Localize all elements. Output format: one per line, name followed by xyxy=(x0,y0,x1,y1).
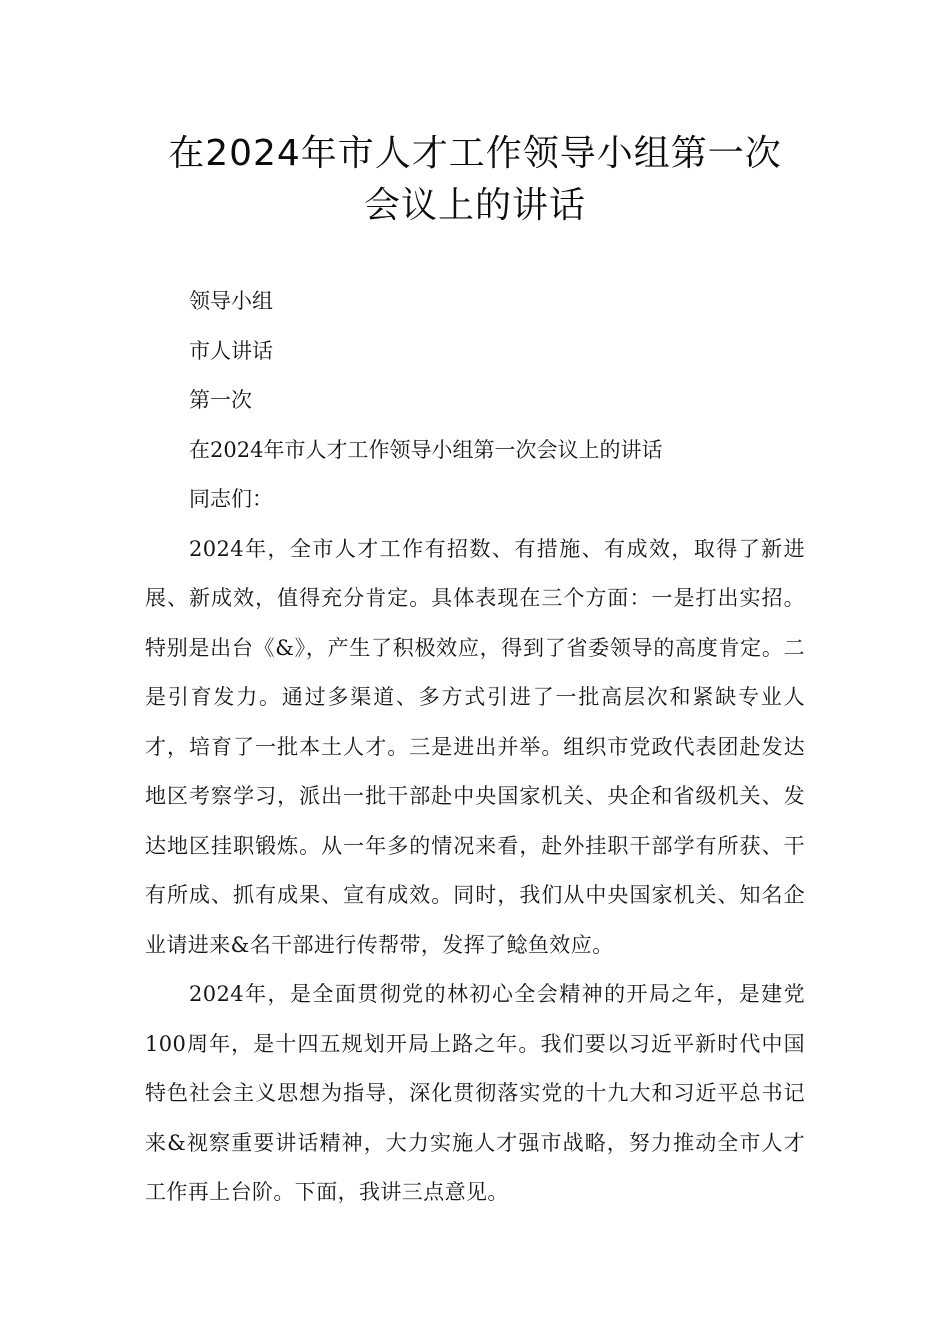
document-title-line1: 在2024年市人才工作领导小组第一次 xyxy=(168,133,782,174)
document-title-line2: 会议上的讲话 xyxy=(363,185,586,226)
document-subtitle: 在2024年市人才工作领导小组第一次会议上的讲话 xyxy=(189,437,663,462)
body-paragraph-1: 2024年，全市人才工作有招数、有措施、有成效，取得了新进展、新成效，值得充分肯定。具体表现在三个方面：一是打出实招。特别是出台《&》，产生了积极效应，得到了省委领导的高度肯定。二是引育发力。通过多渠道、多方式引进了一批高层次和紧缺专业人才，培育了一批本土人才。三是进出并举。组织市党政代表团赴发达地区考察学习，派出一批干部赴中央国家机关、央企和省级机关、发达地区挂职锻炼。从一年多的情况来看，赴外挂职干部学有所获、干有所成、抓有成果、宣有成效。同时，我们从中央国家机关、知名企业请进来&名干部进行传帮带，发挥了鲶鱼效应。 xyxy=(145,536,805,957)
keyword-2: 市人讲话 xyxy=(189,338,273,363)
document-body xyxy=(145,277,805,1218)
keyword-1: 领导小组 xyxy=(189,289,273,313)
salutation: 同志们： xyxy=(189,487,273,511)
keyword-3: 第一次 xyxy=(189,388,252,412)
body-paragraph-2: 2024年，是全面贯彻党的林初心全会精神的开局之年，是建党100周年，是十四五规划开局上路之年。我们要以习近平新时代中国特色社会主义思想为指导，深化贯彻落实党的十九大和习近平总书记来&视察重要讲话精神，大力实施人才强市战略，努力推动全市人才工作再上台阶。下面，我讲三点意见。 xyxy=(145,982,805,1204)
